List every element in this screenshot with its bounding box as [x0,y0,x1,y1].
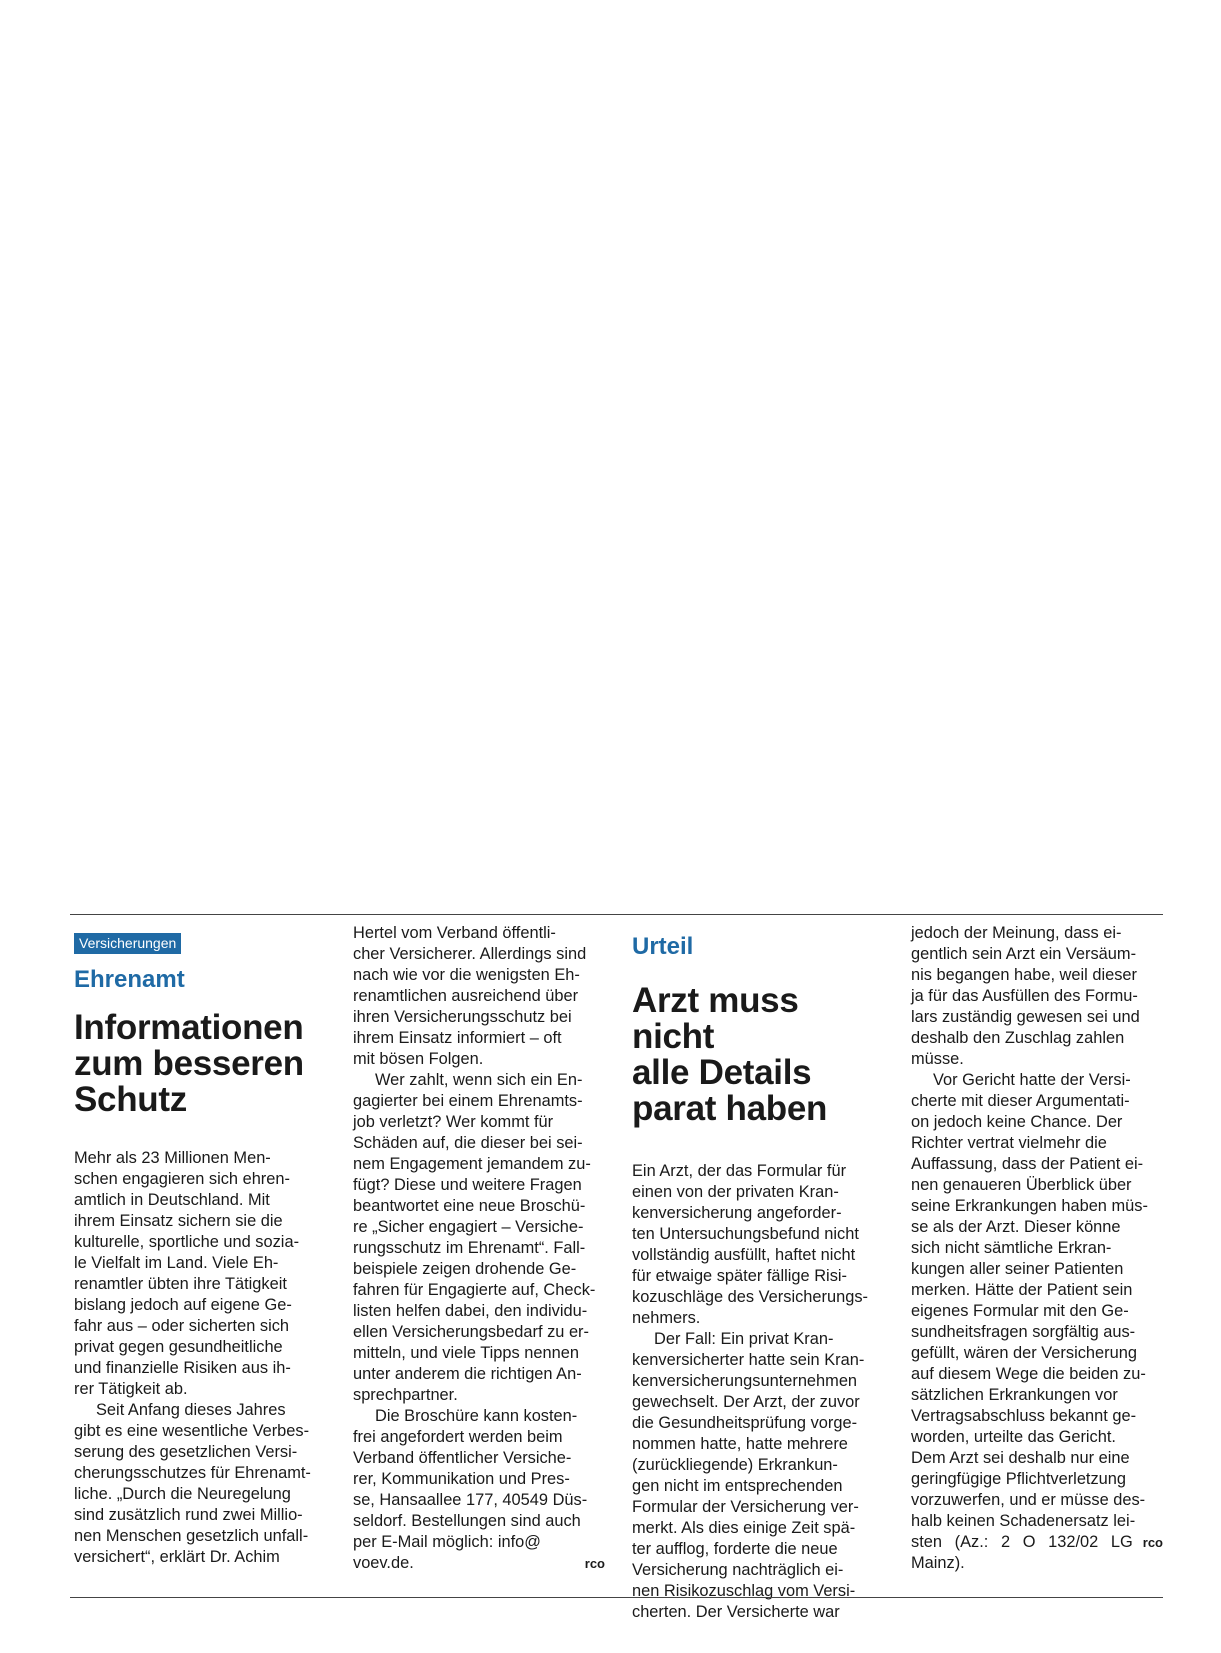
body-line: on jedoch keine Chance. Der [911,1113,1123,1131]
body-line: nen genaueren Überblick über [911,1176,1132,1194]
body-line: für etwaige später fällige Risi- [632,1267,847,1285]
article-headline [632,983,884,1127]
body-line: Richter vertrat vielmehr die [911,1134,1107,1152]
body-line: Vor Gericht hatte der Versi- [933,1071,1131,1089]
body-paragraph [911,923,1163,1070]
article-headline [74,1010,326,1118]
body-line: auf diesem Wege die beiden zu- [911,1365,1146,1383]
body-line: nem Engagement jemandem zu- [353,1155,591,1173]
body-line: fügt? Diese und weitere Fragen [353,1176,582,1194]
body-paragraph [74,1148,326,1400]
body-line: Die Broschüre kann kosten- [375,1407,578,1425]
body-line: seine Erkrankungen haben müs- [911,1197,1148,1215]
body-line: ihren Versicherungsschutz bei [353,1008,572,1026]
body-line: gagierter bei einem Ehrenamts- [353,1092,583,1110]
headline-line: Schutz [74,1080,187,1119]
body-line: gentlich sein Arzt ein Versäum- [911,945,1137,963]
headline-line: alle Details [632,1053,812,1092]
body-paragraph [353,1070,605,1406]
body-line: kungen aller seiner Patienten [911,1260,1124,1278]
body-paragraph [632,1329,884,1623]
article-ehrenamt-column-1 [74,924,326,1568]
article-urteil-column-2 [911,923,1163,1574]
body-line: kozuschläge des Versicherungs- [632,1288,868,1306]
article-topline: Ehrenamt [74,966,185,993]
body-line: Wer zahlt, wenn sich ein En- [375,1071,583,1089]
body-line: le Vielfalt im Land. Viele Eh- [74,1254,279,1272]
body-line: merken. Hätte der Patient sein [911,1281,1133,1299]
body-line: eigenes Formular mit den Ge- [911,1302,1129,1320]
body-line: Seit Anfang dieses Jahres [96,1401,286,1419]
body-line: se, Hansaallee 177, 40549 Düs- [353,1491,588,1509]
body-line: gibt es eine wesentliche Verbes- [74,1422,310,1440]
headline-line: zum besseren [74,1044,304,1083]
article-topline: Urteil [632,933,694,960]
body-line: Der Fall: Ein privat Kran- [654,1330,834,1348]
body-line: seldorf. Bestellungen sind auch [353,1512,581,1530]
body-line: nach wie vor die wenigsten Eh- [353,966,580,984]
body-line: Auffassung, dass der Patient ei- [911,1155,1144,1173]
body-line: vorzuwerfen, und er müsse des- [911,1491,1146,1509]
body-line: voev.de. [353,1554,414,1572]
body-line: mit bösen Folgen. [353,1050,484,1068]
body-line: nis begangen habe, weil dieser [911,966,1137,984]
body-line: unter anderem die richtigen An- [353,1365,582,1383]
body-line: renamtler übten ihre Tätigkeit [74,1275,287,1293]
article-ehrenamt-column-2 [353,923,605,1574]
body-line: gefüllt, wären der Versicherung [911,1344,1137,1362]
body-line: renamtlichen ausreichend über [353,987,579,1005]
body-line: lars zuständig gewesen sei und [911,1008,1140,1026]
body-line: beispiele zeigen drohende Ge- [353,1260,577,1278]
body-line: gen nicht im entsprechenden [632,1477,843,1495]
body-line: beantwortet eine neue Broschü- [353,1197,586,1215]
body-line: job verletzt? Wer kommt für [353,1113,554,1131]
body-line: frei angefordert werden beim [353,1428,563,1446]
body-line: rer, Kommunikation und Pres- [353,1470,570,1488]
body-line: Mehr als 23 Millionen Men- [74,1149,271,1167]
body-line: Dem Arzt sei deshalb nur eine [911,1449,1130,1467]
body-line: se als der Arzt. Dieser könne [911,1218,1121,1236]
body-line: re „Sicher engagiert – Versiche- [353,1218,584,1236]
byline: rco [584,1556,605,1571]
body-line: rungsschutz im Ehrenamt“. Fall- [353,1239,586,1257]
body-line: und finanzielle Risiken aus ih- [74,1359,291,1377]
body-line: geringfügige Pflichtverletzung [911,1470,1127,1488]
body-line: müsse. [911,1050,964,1068]
body-line: gewechselt. Der Arzt, der zuvor [632,1393,860,1411]
body-line: halb keinen Schadenersatz lei- [911,1512,1136,1530]
body-line: Hertel vom Verband öffentli- [353,924,556,942]
body-paragraph [632,1161,884,1329]
body-line: nen Menschen gesetzlich unfall- [74,1527,309,1545]
body-line: Schäden auf, die dieser bei sei- [353,1134,583,1152]
body-line: nommen hatte, hatte mehrere [632,1435,848,1453]
body-line: serung des gesetzlichen Versi- [74,1443,298,1461]
body-line: bislang jedoch auf eigene Ge- [74,1296,292,1314]
body-line: privat gegen gesundheitliche [74,1338,283,1356]
body-line: (zurückliegende) Erkrankun- [632,1456,838,1474]
body-line: Formular der Versicherung ver- [632,1498,859,1516]
body-line: ten Untersuchungsbefund nicht [632,1225,859,1243]
body-line: jedoch der Meinung, dass ei- [911,924,1122,942]
body-line: nen Risikozuschlag vom Versi- [632,1582,856,1600]
body-line: mitteln, und viele Tipps nennen [353,1344,579,1362]
body-line: sten (Az.: 2 O 132/02 LG Mainz). [911,1533,1133,1572]
body-line: fahren für Engagierte auf, Check- [353,1281,596,1299]
body-line: listen helfen dabei, den individu- [353,1302,588,1320]
body-line: worden, urteilte das Gericht. [911,1428,1116,1446]
body-line: kenversicherung angeforder- [632,1204,842,1222]
body-line: Ein Arzt, der das Formular für [632,1162,847,1180]
body-line: versichert“, erklärt Dr. Achim [74,1548,280,1566]
article-urteil-column-1 [632,923,884,1623]
body-line: cherte mit dieser Argumentati- [911,1092,1130,1110]
body-line: merkt. Als dies einige Zeit spä- [632,1519,856,1537]
body-line: sich nicht sämtliche Erkran- [911,1239,1112,1257]
body-line: vollständig ausfüllt, haftet nicht [632,1246,856,1264]
body-line: cher Versicherer. Allerdings sind [353,945,587,963]
body-line: sind zusätzlich rund zwei Millio- [74,1506,303,1524]
headline-line: Informationen [74,1008,304,1047]
body-paragraph [74,1400,326,1568]
headline-line: Arzt muss nicht [632,981,799,1056]
body-line: nehmers. [632,1309,701,1327]
body-line: rer Tätigkeit ab. [74,1380,188,1398]
body-line: kulturelle, sportliche und sozia- [74,1233,300,1251]
body-paragraph [911,1070,1163,1532]
body-paragraph [353,1406,605,1553]
body-line: sätzlichen Erkrankungen vor [911,1386,1118,1404]
body-line: sundheitsfragen sorgfältig aus- [911,1323,1136,1341]
body-line: cherten. Der Versicherte war [632,1603,840,1621]
body-line: ihrem Einsatz informiert – oft [353,1029,562,1047]
body-line: schen engagieren sich ehren- [74,1170,290,1188]
last-line [911,1532,1163,1574]
body-line: ellen Versicherungsbedarf zu er- [353,1323,589,1341]
body-line: kenversicherungsunternehmen [632,1372,858,1390]
headline-line: parat haben [632,1089,828,1128]
body-line: einen von der privaten Kran- [632,1183,839,1201]
body-line: amtlich in Deutschland. Mit [74,1191,270,1209]
body-line: ja für das Ausfüllen des Formu- [911,987,1138,1005]
body-line: ter aufflog, forderte die neue [632,1540,838,1558]
body-line: die Gesundheitsprüfung vorge- [632,1414,858,1432]
body-line: sprechpartner. [353,1386,458,1404]
body-line: Vertragsabschluss bekannt ge- [911,1407,1137,1425]
body-line: Verband öffentlicher Versiche- [353,1449,572,1467]
body-line: deshalb den Zuschlag zahlen [911,1029,1125,1047]
bottom-rule [70,1597,1163,1598]
body-line: liche. „Durch die Neuregelung [74,1485,291,1503]
body-line: cherungsschutzes für Ehrenamt- [74,1464,311,1482]
body-paragraph [353,923,605,1070]
body-line: Versicherung nachträglich ei- [632,1561,844,1579]
body-line: fahr aus – oder sicherten sich [74,1317,290,1335]
last-line [353,1553,605,1574]
body-line: per E-Mail möglich: info@ [353,1533,541,1551]
body-line: kenversicherter hatte sein Kran- [632,1351,865,1369]
top-rule [70,914,1163,915]
byline: rco [1142,1535,1163,1550]
body-line: ihrem Einsatz sichern sie die [74,1212,283,1230]
section-kicker: Versicherungen [74,933,181,954]
